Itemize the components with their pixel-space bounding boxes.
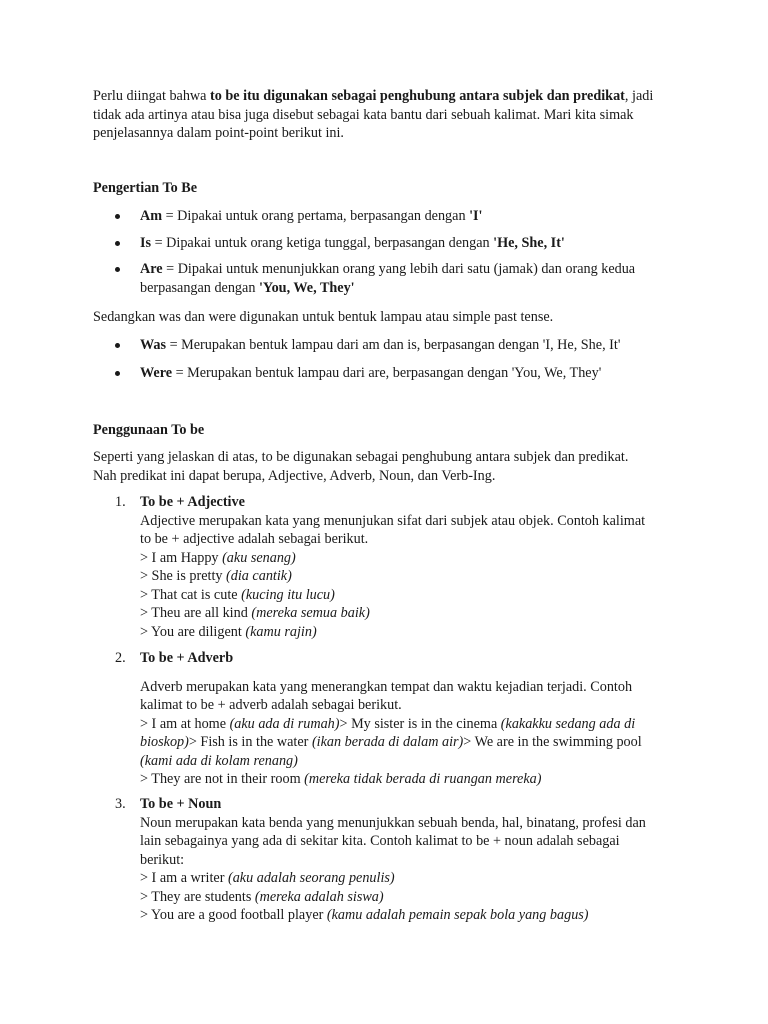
usage-intro: Seperti yang jelaskan di atas, to be digunakan sebagai penghubung antara subjek dan predikat. Nah predikat ini dapat berupa, Adjective, Adverb, Noun, dan Verb-Ing. xyxy=(93,449,629,484)
example-line: > They are students (mereka adalah siswa) xyxy=(140,888,384,905)
pair: 'He, She, It' xyxy=(493,234,565,251)
example-line: > Theu are all kind (mereka semua baik) xyxy=(140,605,370,621)
item-title: To be + Adverb xyxy=(140,650,234,666)
term: Were xyxy=(140,364,173,381)
list-item xyxy=(93,336,713,355)
list-item xyxy=(93,649,653,789)
item-description: Adverb merupakan kata yang menerangkan tempat dan waktu kejadian terjadi. Contoh kalimat to be + adverb adalah sebagai berikut. xyxy=(140,678,633,713)
list-item xyxy=(93,234,653,253)
item-description: Adjective merupakan kata yang menunjukan sifat dari subjek atau objek. Contoh kalimat to be + adjective adalah sebagai berikut. xyxy=(140,512,646,547)
example-line: > I am a writer (aku adalah seorang penulis) xyxy=(140,870,395,886)
intro-bold-text: to be itu digunakan sebagai penghubung antara subjek dan predikat xyxy=(210,88,625,104)
intro-text-2: , jadi tidak ada artinya atau bisa juga disebut sebagai kata bantu dari sebuah kalimat. Mari kita simak penjelasannya dalam point-point berikut ini. xyxy=(93,88,654,141)
example-line: > They are not in their room (mereka tidak berada di ruangan mereka) xyxy=(140,771,542,787)
term: Is xyxy=(140,234,152,251)
term: Was xyxy=(140,337,167,353)
intro-text-1: Perlu diingat bahwa xyxy=(93,88,211,104)
section-heading-pengertian: Pengertian To Be xyxy=(93,180,198,196)
example-line: > You are diligent (kamu rajin) xyxy=(140,623,317,640)
term: Am xyxy=(140,208,163,224)
past-tense-list xyxy=(93,336,713,390)
item-title: To be + Noun xyxy=(140,796,222,812)
usage-item-adverb xyxy=(93,649,653,789)
example-line: > She is pretty (dia cantik) xyxy=(140,568,292,584)
to-be-definition-list xyxy=(93,207,653,305)
example-line: > I am Happy (aku senang) xyxy=(140,549,296,566)
list-item xyxy=(93,260,653,297)
list-item xyxy=(93,364,713,383)
definition: = Merupakan bentuk lampau dari am dan is, berpasangan dengan 'I, He, She, It' xyxy=(166,337,621,353)
item-number: 3. xyxy=(115,796,126,812)
intro-paragraph xyxy=(93,87,683,143)
item-number: 2. xyxy=(115,650,126,666)
list-item xyxy=(93,493,653,641)
definition: = Dipakai untuk orang pertama, berpasangan dengan xyxy=(162,208,470,224)
example-line: > That cat is cute (kucing itu lucu) xyxy=(140,586,335,603)
pair: 'You, We, They' xyxy=(258,279,355,296)
definition: = Dipakai untuk menunjukkan orang yang lebih dari satu (jamak) dan orang kedua berpasangan dengan xyxy=(140,261,636,296)
definition: = Dipakai untuk orang ketiga tunggal, berpasangan dengan xyxy=(151,234,494,251)
usage-item-noun xyxy=(93,795,653,925)
item-title: To be + Adjective xyxy=(140,494,245,510)
section-heading-penggunaan: Penggunaan To be xyxy=(93,422,205,438)
usage-item-adjective xyxy=(93,493,653,641)
term: Are xyxy=(140,261,163,277)
pair: 'I' xyxy=(469,208,483,224)
example-line: > You are a good football player (kamu adalah pemain sepak bola yang bagus) xyxy=(140,907,589,923)
past-tense-intro: Sedangkan was dan were digunakan untuk bentuk lampau atau simple past tense. xyxy=(93,309,554,325)
item-number: 1. xyxy=(115,494,126,510)
definition: = Merupakan bentuk lampau dari are, berpasangan dengan 'You, We, They' xyxy=(172,364,602,381)
list-item xyxy=(93,207,653,226)
example-run: > I am at home (aku ada di rumah)> My sister is in the cinema (kakakku sedang ada di bioskop)> Fish is in the water (ikan berada di dalam air)> We are in the swimming pool (kami ada di kolam renang) xyxy=(140,715,642,769)
item-description: Noun merupakan kata benda yang menunjukkan sebuah benda, hal, binatang, profesi dan lain sebagainya yang ada di sekitar kita. Contoh kalimat to be + noun adalah sebagai berikut: xyxy=(140,814,646,868)
list-item xyxy=(93,795,653,925)
